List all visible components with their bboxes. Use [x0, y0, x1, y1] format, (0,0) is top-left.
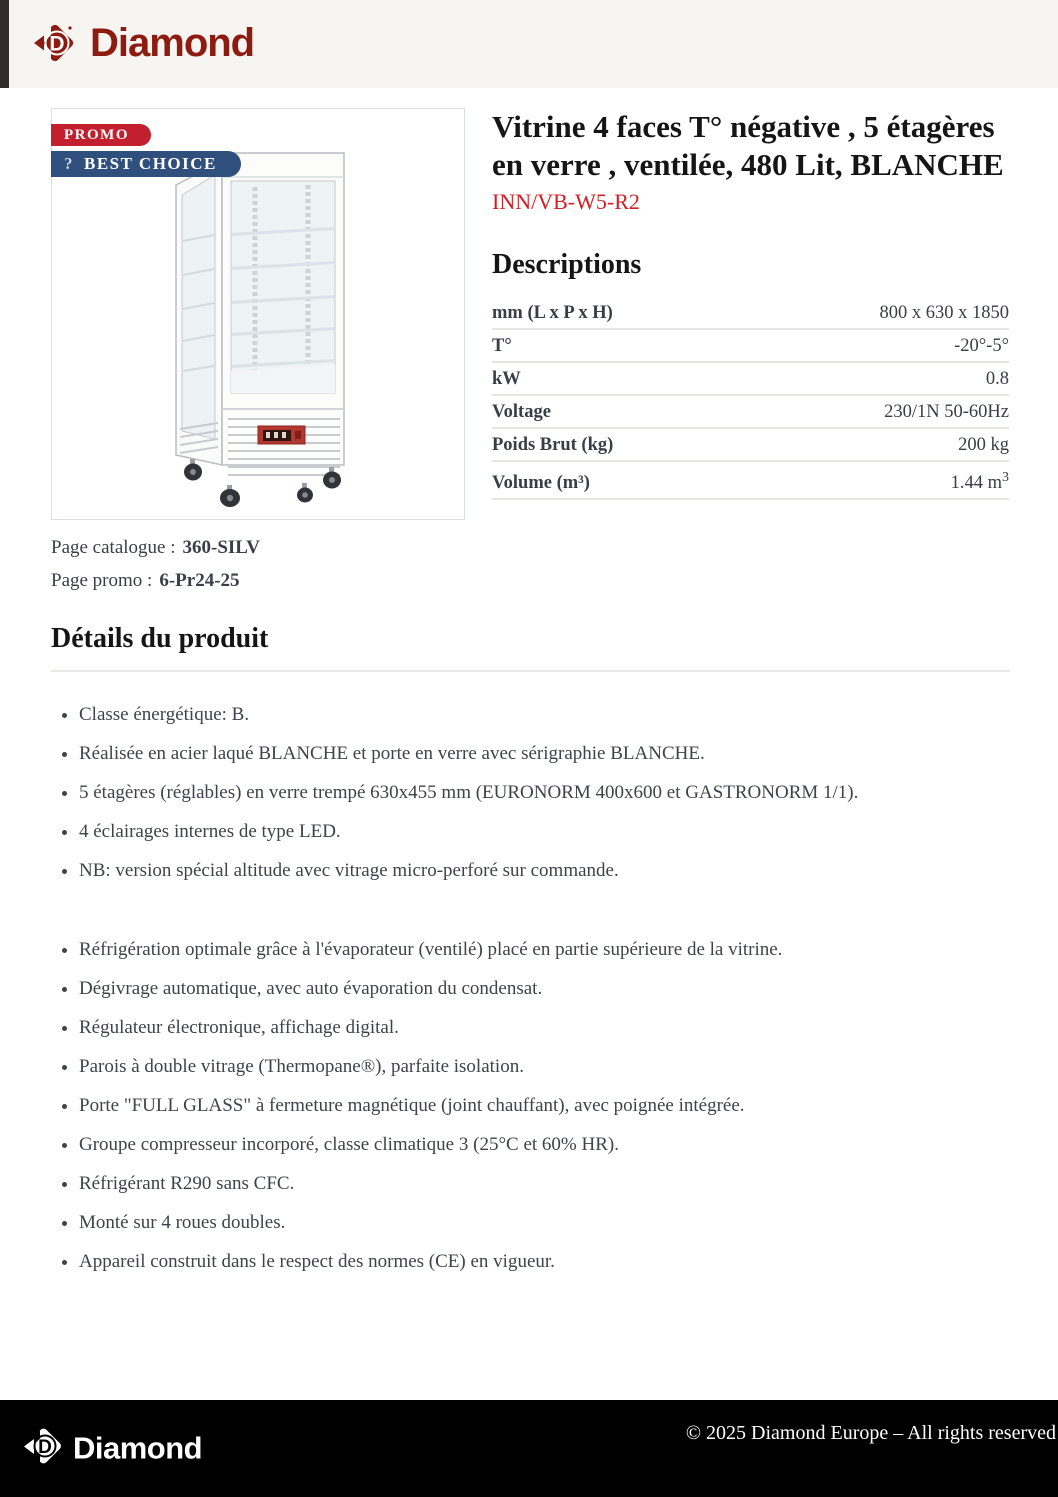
- spec-row: [492, 429, 1009, 462]
- list-item: • 5 étagères (réglables) en verre trempé 630x455 mm (EURONORM 400x600 et GASTRONORM 1/1).: [79, 781, 1010, 804]
- diamond-logo-icon: [24, 10, 86, 76]
- catalog-references: [51, 536, 1010, 592]
- details-list-1: [51, 703, 1010, 882]
- product-title: Vitrine 4 faces T° négative , 5 étagères en verre , ventilée, 480 Lit, BLANCHE: [492, 109, 1004, 182]
- brand-wordmark: Diamond: [90, 21, 255, 65]
- spec-row: [492, 396, 1009, 429]
- details-list-2: [51, 938, 1010, 1273]
- spec-label: kW: [492, 369, 521, 389]
- main-content: [0, 88, 1058, 1289]
- list-item: • Parois à double vitrage (Thermopane®), parfaite isolation.: [79, 1055, 1010, 1078]
- best-choice-icon: ?: [64, 154, 74, 173]
- catalogue-page-label: Page catalogue :: [51, 537, 176, 558]
- copyright-text: © 2025 Diamond Europe – All rights reserved: [685, 1422, 1056, 1444]
- spec-value: 230/1N 50-60Hz: [884, 402, 1009, 422]
- footer-brand-wordmark: Diamond: [73, 1430, 203, 1466]
- product-info: [492, 108, 1009, 520]
- list-item: • Réfrigération optimale grâce à l'évaporateur (ventilé) placé en partie supérieure de la vitrine.: [79, 938, 1010, 961]
- header-edge-strip: [0, 0, 9, 88]
- spec-value: 800 x 630 x 1850: [879, 303, 1009, 323]
- spec-label: T°: [492, 336, 512, 356]
- spec-value: 0.8: [985, 369, 1009, 389]
- svg-text:D: D: [38, 1436, 52, 1458]
- spec-row: [492, 330, 1009, 363]
- product-image-box: [51, 108, 465, 520]
- details-heading: Détails du produit: [51, 623, 269, 654]
- details-divider: [51, 670, 1010, 672]
- spec-label: Voltage: [492, 402, 551, 422]
- spec-label: Volume (m³): [492, 473, 590, 494]
- list-item: • Réalisée en acier laqué BLANCHE et porte en verre avec sérigraphie BLANCHE.: [79, 742, 1010, 765]
- catalogue-page-value: 360-SILV: [182, 537, 260, 558]
- spec-label: mm (L x P x H): [492, 303, 613, 323]
- list-item: • Monté sur 4 roues doubles.: [79, 1211, 1010, 1234]
- spec-row: [492, 297, 1009, 330]
- spec-value: 1.44 $m^3$: [950, 470, 1009, 494]
- promo-badge: PROMO: [51, 124, 151, 146]
- list-item: • Porte "FULL GLASS" à fermeture magnétique (joint chauffant), avec poignée intégrée.: [79, 1094, 1010, 1117]
- footer-diamond-logo-icon: [18, 1416, 70, 1481]
- svg-text:D: D: [49, 32, 65, 56]
- list-item: • Appareil construit dans le respect des normes (CE) en vigueur.: [79, 1250, 1010, 1273]
- brand-logo: [24, 10, 254, 76]
- header: [0, 0, 1058, 88]
- product-code: INN/VB-W5-R2: [492, 189, 640, 214]
- list-item: • Réfrigérant R290 sans CFC.: [79, 1172, 1010, 1195]
- promo-page-value: 6-Pr24-25: [159, 570, 240, 591]
- catalogue-page-line: [51, 536, 1010, 559]
- spec-row: [492, 462, 1009, 500]
- best-choice-label: BEST CHOICE: [84, 154, 217, 173]
- footer-logo: [18, 1416, 202, 1481]
- list-item: • NB: version spécial altitude avec vitrage micro-perforé sur commande.: [79, 859, 1010, 882]
- list-item: • Dégivrage automatique, avec auto évaporation du condensat.: [79, 977, 1010, 1000]
- spec-row: [492, 363, 1009, 396]
- list-item: • Régulateur électronique, affichage digital.: [79, 1016, 1010, 1039]
- spec-value: 200 kg: [958, 435, 1009, 455]
- list-item: • Classe énergétique: B.: [79, 703, 1010, 726]
- promo-page-label: Page promo :: [51, 570, 153, 591]
- spec-value: -20°-5°: [954, 336, 1009, 356]
- descriptions-heading: Descriptions: [492, 249, 642, 280]
- spec-table: [492, 297, 1009, 500]
- list-item: • Groupe compresseur incorporé, classe climatique 3 (25°C et 60% HR).: [79, 1133, 1010, 1156]
- spec-label: Poids Brut (kg): [492, 435, 614, 455]
- footer: [0, 1400, 1058, 1497]
- best-choice-badge: [51, 151, 241, 177]
- promo-page-line: [51, 569, 1010, 592]
- list-item: • 4 éclairages internes de type LED.: [79, 820, 1010, 843]
